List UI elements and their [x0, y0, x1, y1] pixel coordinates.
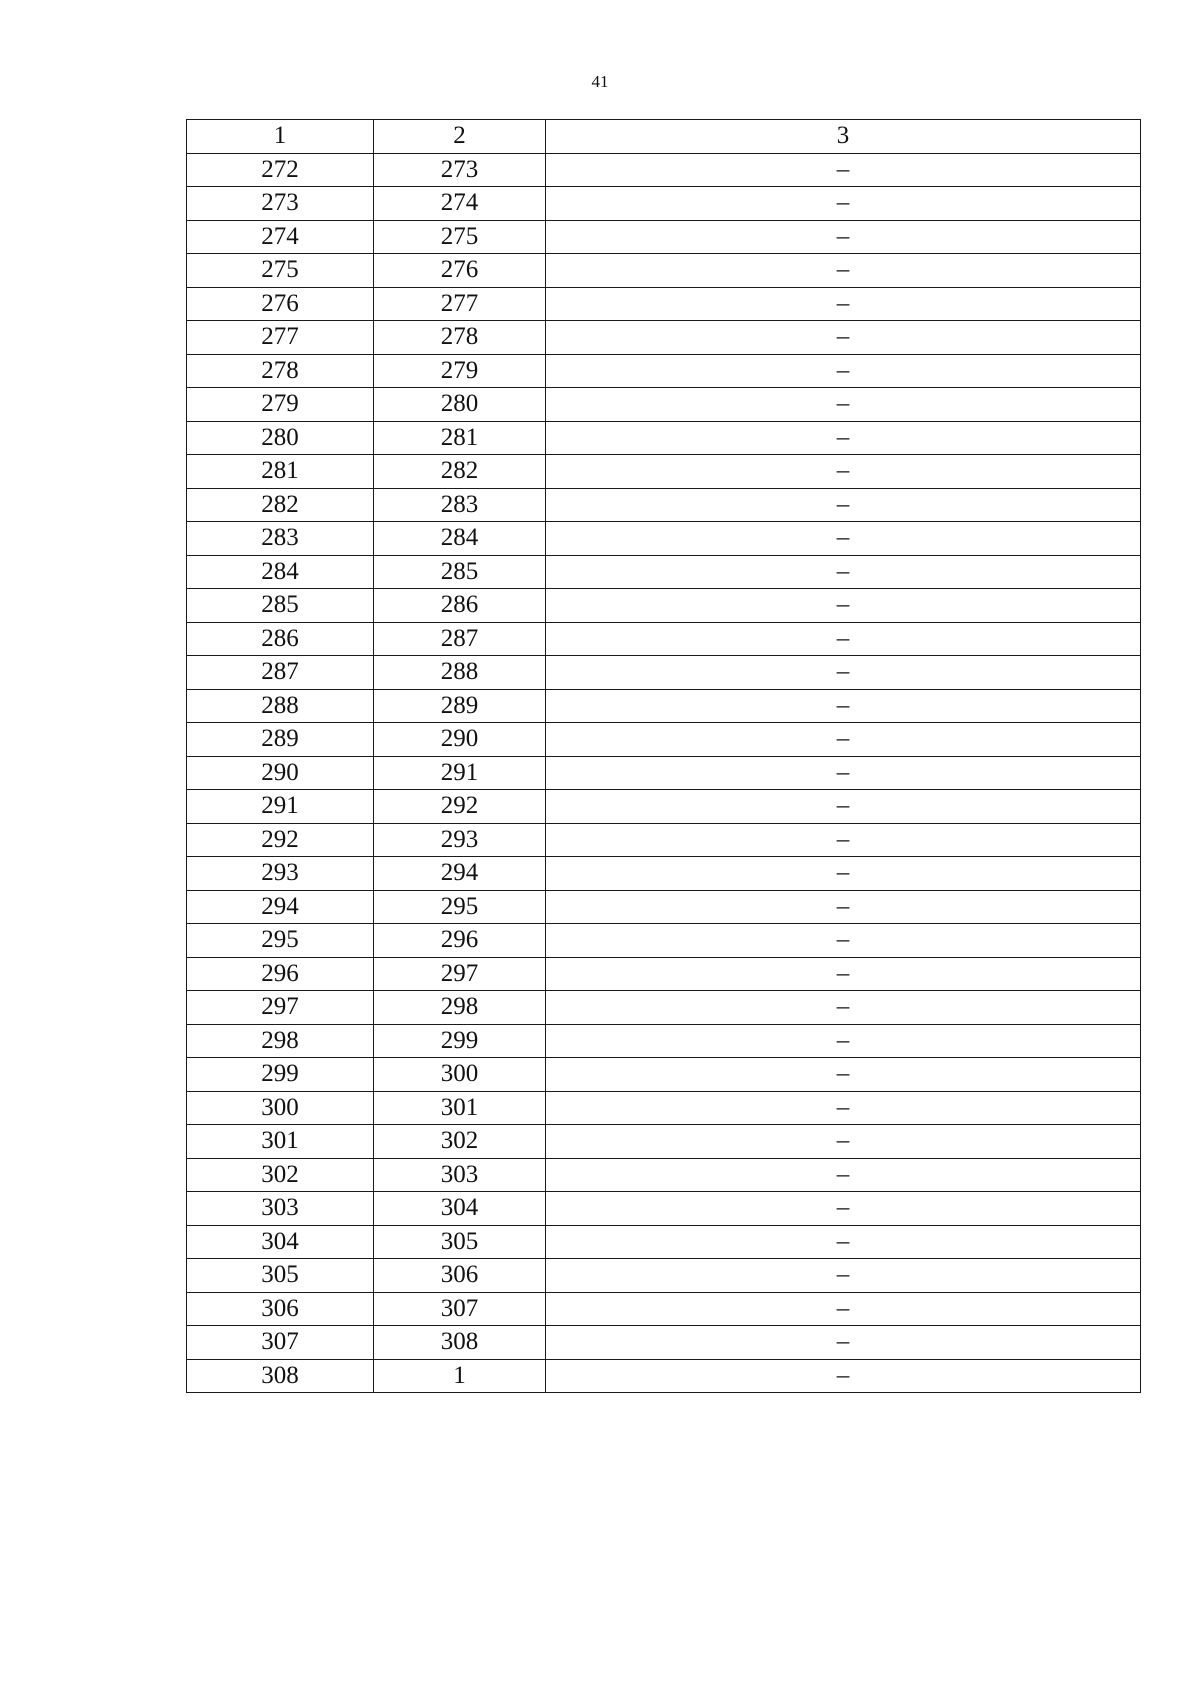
table-cell: 275	[187, 254, 374, 288]
table-cell: 308	[187, 1359, 374, 1393]
table-cell: –	[546, 622, 1141, 656]
table-cell: 293	[374, 823, 546, 857]
table-row	[187, 354, 1141, 388]
table-row	[187, 1259, 1141, 1293]
table-cell: 276	[187, 287, 374, 321]
table-cell: 299	[374, 1024, 546, 1058]
table-row	[187, 388, 1141, 422]
table-cell: 282	[187, 488, 374, 522]
table-header-row	[187, 120, 1141, 154]
table-cell: 305	[187, 1259, 374, 1293]
table-cell: 291	[374, 756, 546, 790]
table-row	[187, 287, 1141, 321]
table-cell: 298	[374, 991, 546, 1025]
table-row	[187, 522, 1141, 556]
table-cell: –	[546, 689, 1141, 723]
column-header: 2	[374, 120, 546, 154]
table-cell: 286	[187, 622, 374, 656]
table-cell: 290	[374, 723, 546, 757]
table-cell: 279	[374, 354, 546, 388]
table-cell: 279	[187, 388, 374, 422]
table-cell: 284	[187, 555, 374, 589]
table-cell: 1	[374, 1359, 546, 1393]
table-row	[187, 1058, 1141, 1092]
table-row	[187, 656, 1141, 690]
table-row	[187, 1125, 1141, 1159]
table-row	[187, 723, 1141, 757]
table-cell: –	[546, 924, 1141, 958]
table-cell: 275	[374, 220, 546, 254]
table-cell: –	[546, 756, 1141, 790]
table-cell: –	[546, 488, 1141, 522]
table-cell: 278	[374, 321, 546, 355]
table-cell: 276	[374, 254, 546, 288]
table-cell: 300	[374, 1058, 546, 1092]
table-row	[187, 1359, 1141, 1393]
table-cell: 301	[187, 1125, 374, 1159]
table-cell: 307	[374, 1292, 546, 1326]
table-cell: –	[546, 522, 1141, 556]
table-cell: –	[546, 656, 1141, 690]
table-row	[187, 957, 1141, 991]
data-table	[186, 119, 1141, 1393]
table-body	[187, 120, 1141, 1393]
table-cell: –	[546, 823, 1141, 857]
table-cell: –	[546, 555, 1141, 589]
table-cell: –	[546, 1326, 1141, 1360]
table-row	[187, 321, 1141, 355]
table-cell: 285	[374, 555, 546, 589]
table-cell: –	[546, 1058, 1141, 1092]
table-cell: 304	[374, 1192, 546, 1226]
table-cell: –	[546, 254, 1141, 288]
table-cell: –	[546, 1158, 1141, 1192]
table-row	[187, 1225, 1141, 1259]
table-cell: 274	[187, 220, 374, 254]
table-cell: –	[546, 287, 1141, 321]
table-cell: 306	[187, 1292, 374, 1326]
table-cell: –	[546, 1225, 1141, 1259]
table-cell: 284	[374, 522, 546, 556]
table-cell: –	[546, 957, 1141, 991]
table-cell: 272	[187, 153, 374, 187]
table-row	[187, 1326, 1141, 1360]
table-cell: 273	[374, 153, 546, 187]
table-row	[187, 488, 1141, 522]
table-cell: 294	[374, 857, 546, 891]
table-row	[187, 689, 1141, 723]
table-cell: 280	[374, 388, 546, 422]
table-cell: –	[546, 890, 1141, 924]
table-cell: 300	[187, 1091, 374, 1125]
table-row	[187, 924, 1141, 958]
table-cell: –	[546, 991, 1141, 1025]
table-cell: 281	[374, 421, 546, 455]
table-cell: 307	[187, 1326, 374, 1360]
table-cell: 297	[374, 957, 546, 991]
table-row	[187, 455, 1141, 489]
table-cell: 283	[187, 522, 374, 556]
table-cell: 273	[187, 187, 374, 221]
table-row	[187, 254, 1141, 288]
table-cell: 288	[374, 656, 546, 690]
table-cell: 303	[374, 1158, 546, 1192]
table-cell: 296	[187, 957, 374, 991]
table-cell: 282	[374, 455, 546, 489]
table-cell: 303	[187, 1192, 374, 1226]
table-cell: –	[546, 1292, 1141, 1326]
table-cell: –	[546, 1024, 1141, 1058]
table-cell: 296	[374, 924, 546, 958]
table-row	[187, 589, 1141, 623]
table-row	[187, 421, 1141, 455]
table-cell: 302	[187, 1158, 374, 1192]
table-cell: 281	[187, 455, 374, 489]
table-cell: 292	[374, 790, 546, 824]
column-header: 1	[187, 120, 374, 154]
table-row	[187, 1158, 1141, 1192]
table-cell: –	[546, 1125, 1141, 1159]
table-cell: 287	[374, 622, 546, 656]
table-cell: 283	[374, 488, 546, 522]
table-cell: 301	[374, 1091, 546, 1125]
table-row	[187, 756, 1141, 790]
table-cell: 292	[187, 823, 374, 857]
table-cell: –	[546, 388, 1141, 422]
table-cell: –	[546, 1259, 1141, 1293]
table-cell: –	[546, 1359, 1141, 1393]
table-row	[187, 622, 1141, 656]
table-cell: –	[546, 354, 1141, 388]
table-cell: 295	[374, 890, 546, 924]
table-row	[187, 153, 1141, 187]
table-row	[187, 857, 1141, 891]
table-cell: 299	[187, 1058, 374, 1092]
table-row	[187, 890, 1141, 924]
table-row	[187, 1024, 1141, 1058]
table-cell: 297	[187, 991, 374, 1025]
table-cell: –	[546, 723, 1141, 757]
table-row	[187, 187, 1141, 221]
table-cell: –	[546, 187, 1141, 221]
table-cell: 285	[187, 589, 374, 623]
table-cell: 306	[374, 1259, 546, 1293]
table-cell: 278	[187, 354, 374, 388]
table-cell: 298	[187, 1024, 374, 1058]
table-cell: 293	[187, 857, 374, 891]
table-cell: 290	[187, 756, 374, 790]
table-cell: –	[546, 857, 1141, 891]
table-row	[187, 991, 1141, 1025]
table-row	[187, 1292, 1141, 1326]
column-header: 3	[546, 120, 1141, 154]
table-row	[187, 823, 1141, 857]
table-cell: 294	[187, 890, 374, 924]
table-cell: –	[546, 455, 1141, 489]
page-number: 41	[591, 72, 609, 91]
table-cell: 277	[374, 287, 546, 321]
table-cell: 305	[374, 1225, 546, 1259]
table-cell: 286	[374, 589, 546, 623]
table-cell: –	[546, 1192, 1141, 1226]
table-cell: 308	[374, 1326, 546, 1360]
table-row	[187, 555, 1141, 589]
table-cell: 291	[187, 790, 374, 824]
table-row	[187, 1091, 1141, 1125]
table-cell: 287	[187, 656, 374, 690]
table-cell: –	[546, 220, 1141, 254]
table-row	[187, 220, 1141, 254]
table-cell: –	[546, 153, 1141, 187]
table-row	[187, 1192, 1141, 1226]
table-cell: 289	[187, 723, 374, 757]
table-cell: –	[546, 421, 1141, 455]
table-cell: –	[546, 321, 1141, 355]
table-row	[187, 790, 1141, 824]
table-cell: –	[546, 1091, 1141, 1125]
table-cell: 288	[187, 689, 374, 723]
table-cell: 274	[374, 187, 546, 221]
table-container	[186, 119, 1140, 1393]
table-cell: 302	[374, 1125, 546, 1159]
table-cell: 304	[187, 1225, 374, 1259]
table-cell: –	[546, 589, 1141, 623]
table-cell: 295	[187, 924, 374, 958]
table-cell: –	[546, 790, 1141, 824]
table-cell: 277	[187, 321, 374, 355]
table-cell: 289	[374, 689, 546, 723]
table-cell: 280	[187, 421, 374, 455]
